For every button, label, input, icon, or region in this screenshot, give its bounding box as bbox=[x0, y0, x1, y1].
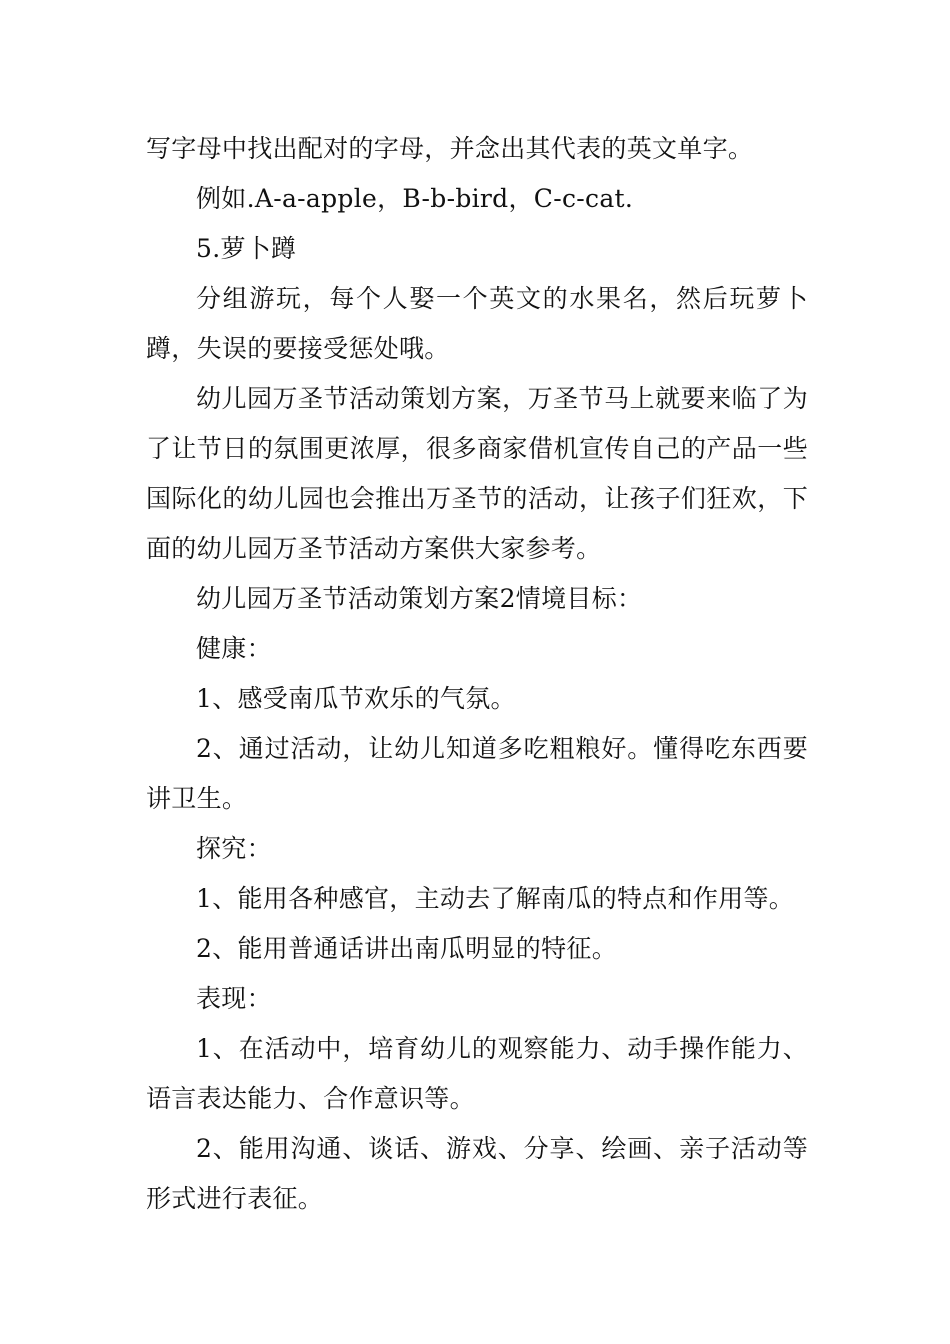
paragraph-health-item-1: 1、感受南瓜节欢乐的气氛。 bbox=[196, 684, 516, 713]
paragraph-expression-item-1: 1、在活动中，培育幼儿的观察能力、动手操作能力、语言表达能力、合作意识等。 bbox=[146, 1034, 808, 1113]
paragraph-explore-item-2: 2、能用普通话讲出南瓜明显的特征。 bbox=[196, 934, 618, 963]
paragraph-expression-heading: 表现： bbox=[196, 984, 272, 1013]
paragraph-expression-item-2: 2、能用沟通、谈话、游戏、分享、绘画、亲子活动等形式进行表征。 bbox=[146, 1134, 808, 1213]
paragraph-explore-item-1: 1、能用各种感官，主动去了解南瓜的特点和作用等。 bbox=[196, 884, 795, 913]
paragraph-halloween-intro: 幼儿园万圣节活动策划方案，万圣节马上就要来临了为了让节日的氛围更浓厚，很多商家借机宣传自己的产品一些国际化的幼儿园也会推出万圣节的活动，让孩子们狂欢，下面的幼儿园万圣节活动方案供大家参考。 bbox=[146, 384, 808, 563]
paragraph-health-item-2: 2、通过活动，让幼儿知道多吃粗粮好。懂得吃东西要讲卫生。 bbox=[146, 734, 808, 813]
paragraph-plan-2-goals: 幼儿园万圣节活动策划方案2情境目标： bbox=[196, 584, 643, 613]
paragraph-continuation: 写字母中找出配对的字母，并念出其代表的英文单字。 bbox=[146, 134, 754, 163]
paragraph-explore-heading: 探究： bbox=[196, 834, 272, 863]
document-body bbox=[146, 124, 808, 1224]
paragraph-radish-squat-rules: 分组游玩，每个人娶一个英文的水果名，然后玩萝卜蹲，失误的要接受惩处哦。 bbox=[146, 284, 808, 363]
paragraph-health-heading: 健康： bbox=[196, 634, 272, 663]
paragraph-heading-radish-squat: 5.萝卜蹲 bbox=[196, 234, 297, 263]
paragraph-example: 例如.A-a-apple，B-b-bird，C-c-cat. bbox=[196, 184, 634, 213]
